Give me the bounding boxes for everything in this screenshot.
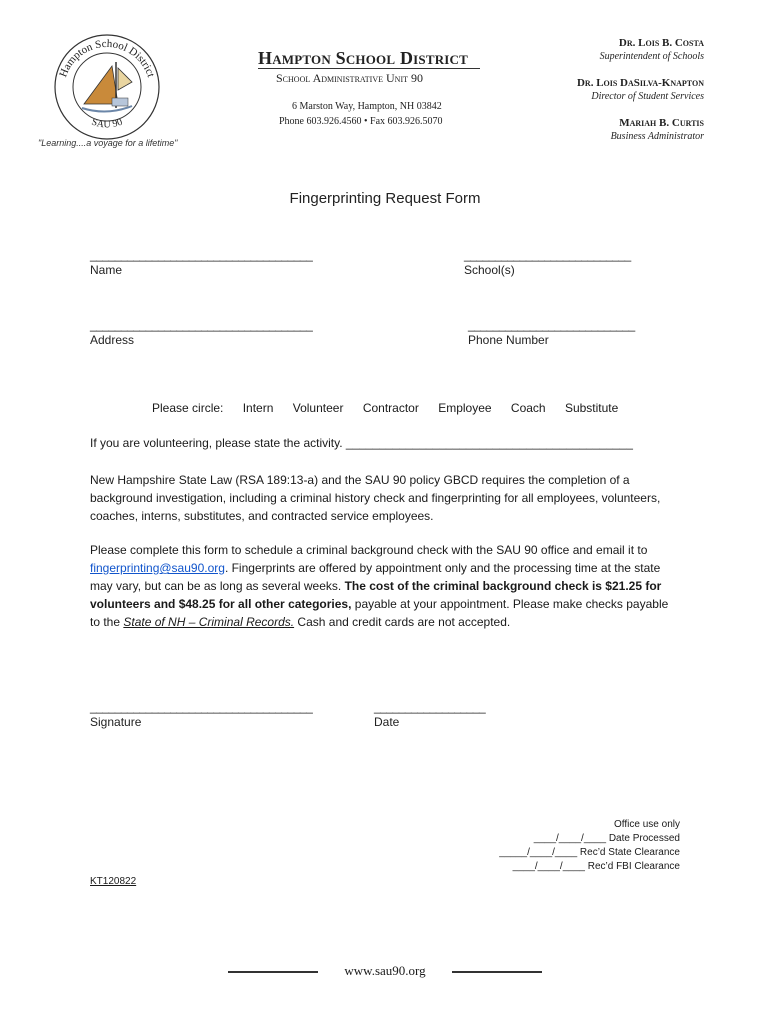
category-intern[interactable]: Intern <box>242 401 274 415</box>
category-circle-row <box>152 401 634 415</box>
logo-text-bottom: SAU 90 <box>90 116 124 131</box>
svg-text:SAU 90 <box>90 117 124 131</box>
district-phone-fax: Phone 603.926.4560 • Fax 603.926.5070 <box>279 116 443 127</box>
document-code: KT120822 <box>90 876 137 887</box>
office-date-processed: ____/____/____ Date Processed <box>533 833 680 844</box>
business-admin-name: Mariah B. Curtis <box>619 117 704 129</box>
rsa-law-paragraph: New Hampshire State Law (RSA 189:13-a) and the SAU 90 policy GBCD requires the completion of a background investigation, including a criminal history check and fingerprinting for all employees, volunteers, coaches, interns, substitutes, and contracted service employees. <box>90 473 661 523</box>
category-contractor[interactable]: Contractor <box>362 401 419 415</box>
district-name-underline <box>258 68 480 69</box>
superintendent-name: Dr. Lois B. Costa <box>618 37 704 49</box>
superintendent-title: Superintendent of Schools <box>599 51 704 62</box>
name-label: Name <box>90 263 123 277</box>
phone-field[interactable]: ___________________________ <box>468 318 635 332</box>
phone-label: Phone Number <box>468 333 549 347</box>
footer <box>0 963 770 979</box>
cost-statement: The cost of the criminal background check is $21.25 for volunteers and $48.25 for all other categories, <box>90 579 662 611</box>
director-title: Director of Student Services <box>591 91 704 102</box>
name-field[interactable]: ____________________________________ <box>90 248 313 262</box>
category-employee[interactable]: Employee <box>438 401 492 415</box>
date-label: Date <box>374 715 400 729</box>
district-motto: "Learning....a voyage for a lifetime" <box>38 138 178 148</box>
category-volunteer[interactable]: Volunteer <box>292 401 344 415</box>
sau-name: School Administrative Unit 90 <box>276 71 423 85</box>
form-title: Fingerprinting Request Form <box>289 190 481 207</box>
footer-rule-left <box>228 971 318 973</box>
email-link[interactable]: fingerprinting@sau90.org <box>90 561 225 575</box>
circle-prompt: Please circle: <box>152 401 224 415</box>
signature-label: Signature <box>90 715 142 729</box>
date-field[interactable]: __________________ <box>374 700 486 714</box>
business-admin-title: Business Administrator <box>610 131 704 142</box>
director-name: Dr. Lois DaSilva-Knapton <box>576 77 704 89</box>
office-use-heading: Office use only <box>614 819 680 830</box>
category-substitute[interactable]: Substitute <box>564 401 619 415</box>
volunteer-activity-field[interactable]: If you are volunteering, please state the activity. ___________________________________________ <box>90 436 633 450</box>
office-state-clearance: _____/____/____ Rec’d State Clearance <box>499 847 680 858</box>
footer-website[interactable]: www.sau90.org <box>344 963 426 978</box>
logo-text-top: Hampton School District <box>57 37 157 79</box>
instructions-paragraph: Please complete this form to schedule a criminal background check with the SAU 90 office and email it to fingerprinting@sau90.org. Fingerprints are offered by appointment only and the processing time at the state may vary, but can be as long as several weeks. The cost of the criminal background check is $21.25 for volunteers and $48.25 for all other categories, payable at your appointment. Please make checks payable to the State of NH – Criminal Records. Cash and credit cards are not accepted. <box>90 543 669 629</box>
district-address: 6 Marston Way, Hampton, NH 03842 <box>292 101 442 112</box>
payee-name: State of NH – Criminal Records. <box>123 615 295 629</box>
category-coach[interactable]: Coach <box>510 401 546 415</box>
address-field[interactable]: ____________________________________ <box>90 318 313 332</box>
district-seal-logo <box>52 32 162 142</box>
address-label: Address <box>90 333 135 347</box>
signature-field[interactable]: ____________________________________ <box>90 700 313 714</box>
schools-label: School(s) <box>464 263 515 277</box>
district-name: Hampton School District <box>258 48 469 68</box>
footer-rule-right <box>452 971 542 973</box>
office-fbi-clearance: ____/____/____ Rec’d FBI Clearance <box>512 861 680 872</box>
schools-field[interactable]: ___________________________ <box>464 248 631 262</box>
